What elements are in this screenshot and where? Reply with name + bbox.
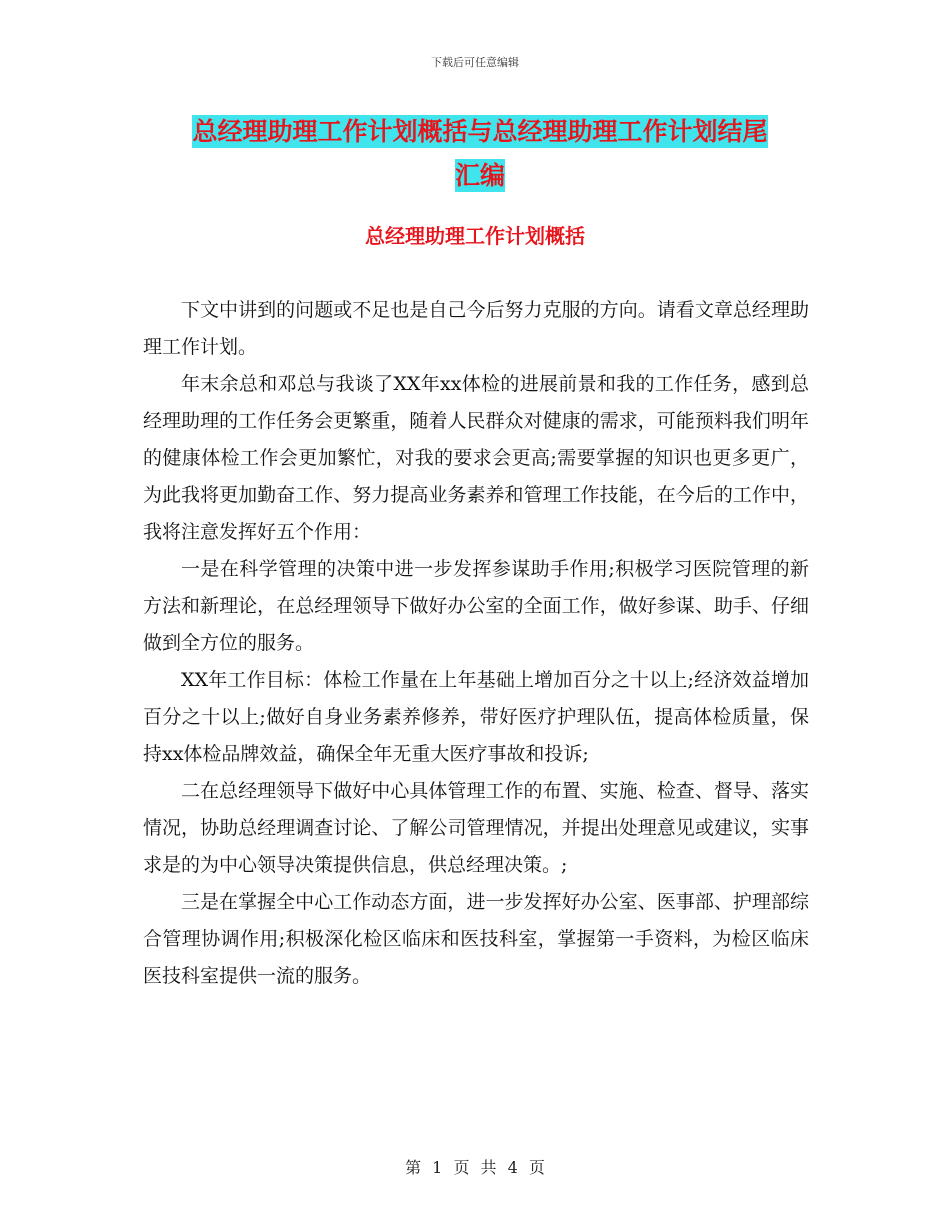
paragraph: 三是在掌握全中心工作动态方面，进一步发挥好办公室、医事部、护理部综合管理协调作用;积极深化检区临床和医技科室，掌握第一手资料，为检区临床医技科室提供一流的服务。 [143, 891, 809, 987]
paragraph: 下文中讲到的问题或不足也是自己今后努力克服的方向。请看文章总经理助理工作计划。 [143, 299, 809, 358]
document-title-line-2: 汇编 [454, 161, 505, 190]
page-number-footer: 第 1 页 共 4 页 [405, 1158, 545, 1177]
section-title: 总经理助理工作计划概括 [365, 224, 585, 248]
document-title [140, 110, 820, 198]
document-body [143, 292, 809, 995]
page-header-note: 下载后可任意编辑 [431, 56, 519, 69]
paragraph: 年末余总和邓总与我谈了XX年xx体检的进展前景和我的工作任务，感到总经理助理的工作任务会更繁重，随着人民群众对健康的需求，可能预料我们明年的健康体检工作会更加繁忙，对我的要求会更高;需要掌握的知识也更多更广，为此我将更加勤奋工作、努力提高业务素养和管理工作技能，在今后的工作中，我将注意发挥好五个作用： [143, 373, 809, 543]
paragraph: XX年工作目标：体检工作量在上年基础上增加百分之十以上;经济效益增加百分之十以上;做好自身业务素养修养，带好医疗护理队伍，提高体检质量，保持xx体检品牌效益，确保全年无重大医疗事故和投诉; [143, 669, 809, 765]
document-title-line-1: 总经理助理工作计划概括与总经理助理工作计划结尾 [192, 117, 768, 146]
paragraph: 一是在科学管理的决策中进一步发挥参谋助手作用;积极学习医院管理的新方法和新理论，在总经理领导下做好办公室的全面工作，做好参谋、助手、仔细做到全方位的服务。 [143, 558, 809, 654]
paragraph: 二在总经理领导下做好中心具体管理工作的布置、实施、检查、督导、落实情况，协助总经理调查讨论、了解公司管理情况，并提出处理意见或建议，实事求是的为中心领导决策提供信息，供总经理决策。; [143, 780, 809, 876]
